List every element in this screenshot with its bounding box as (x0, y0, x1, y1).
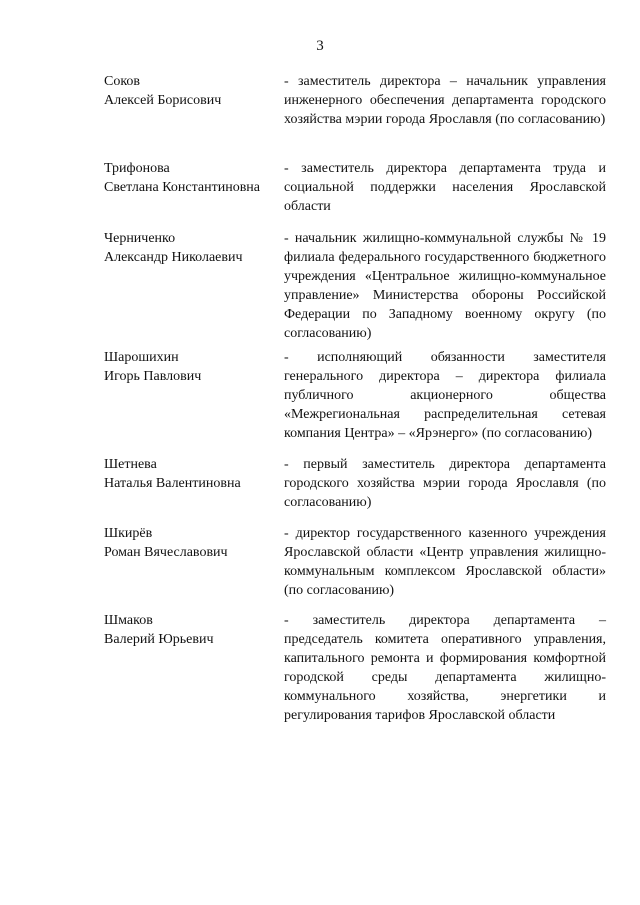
person-given-name: Игорь Павлович (104, 369, 202, 384)
person-surname: Шетнева (104, 457, 157, 472)
person-name (104, 455, 284, 493)
person-position: - первый заместитель директора департамента городского хозяйства мэрии города Ярославля (по согласованию) (284, 457, 606, 510)
person-name (104, 611, 284, 649)
person-name (104, 524, 284, 562)
person-name (104, 229, 284, 267)
person-surname: Шарошихин (104, 350, 179, 365)
person-given-name: Роман Вячеславович (104, 545, 228, 560)
person-surname: Шмаков (104, 613, 153, 628)
person-given-name: Алексей Борисович (104, 93, 222, 108)
person-surname: Черниченко (104, 231, 176, 246)
person-given-name: Светлана Константиновна (104, 180, 261, 195)
person-given-name: Наталья Валентиновна (104, 476, 241, 491)
person-given-name: Александр Николаевич (104, 250, 243, 265)
person-surname: Шкирёв (104, 526, 153, 541)
person-name (104, 72, 284, 110)
person-surname: Трифонова (104, 161, 170, 176)
person-given-name: Валерий Юрьевич (104, 632, 214, 647)
person-surname: Соков (104, 74, 141, 89)
person-position: - заместитель директора департамента – председатель комитета оперативного управления, капитального ремонта и формирования комфортной городской среды департамента жилищно-коммунального хозяйства, энергетики и регулирования тарифов Ярославской области (284, 613, 606, 723)
person-name (104, 348, 284, 386)
person-position: - заместитель директора департамента труда и социальной поддержки населения Ярославской области (284, 161, 606, 214)
person-position: - заместитель директора – начальник управления инженерного обеспечения департамента городского хозяйства мэрии города Ярославля (по согласованию) (284, 74, 606, 127)
page-number: 3 (316, 38, 324, 54)
person-position: - начальник жилищно-коммунальной службы № 19 филиала федерального государственного бюджетного учреждения «Центральное жилищно-коммунальное управление» Министерства обороны Российской Федерации по Западному военному округу (по согласованию) (284, 231, 606, 341)
person-position: - исполняющий обязанности заместителя генерального директора – директора филиала публичного акционерного общества «Межрегиональная распределительная сетевая компания Центра» – «Ярэнерго» (по согласованию) (284, 350, 606, 441)
person-name (104, 159, 284, 197)
person-position: - директор государственного казенного учреждения Ярославской области «Центр управления жилищно-коммунальным комплексом Ярославской области» (по согласованию) (284, 526, 606, 598)
